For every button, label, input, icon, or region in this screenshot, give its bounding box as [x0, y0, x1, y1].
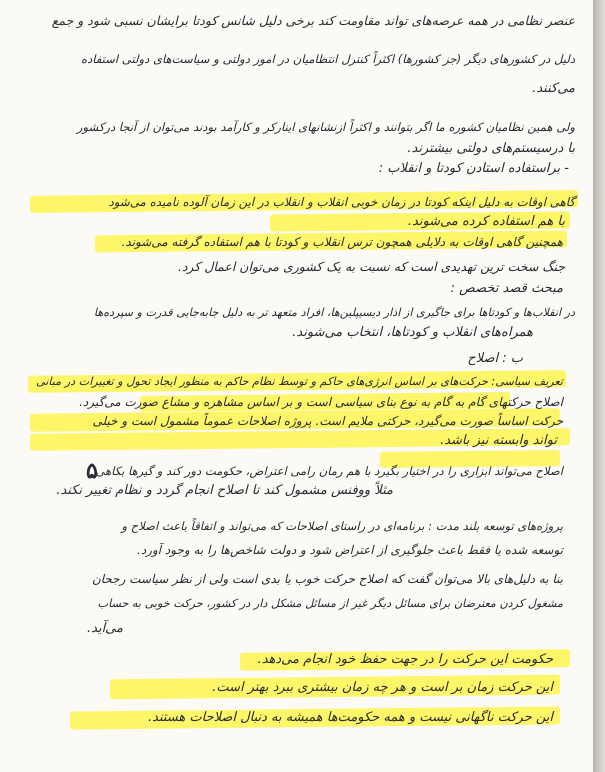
text-line: همچنین گاهی اوقات به دلایلی همچون ترس انقلاب و کودتا با هم استفاده گرفته می‌شوند.: [121, 235, 563, 249]
text-line: مبحث قصد تخصص :: [450, 281, 563, 296]
text-line: می‌کنند.: [532, 81, 575, 96]
page-edge: [593, 0, 605, 772]
text-line: این حرکت ناگهانی نیست و همه حکومت‌ها همیشه به دنبال اصلاحات هستند.: [148, 710, 553, 725]
text-line: ب : اصلاح: [467, 351, 523, 366]
text-line: همراه‌های انقلاب و کودتاها، انتخاب می‌شوند.: [292, 325, 533, 340]
text-line: حرکت اساساً صورت می‌گیرد، حرکتی ملایم است. پروژه اصلاحات عموماً مشمول است و خیلی: [92, 414, 563, 428]
text-line: گاهی اوقات به دلیل اینکه کودتا در زمان خوبی انقلاب و انقلاب در این زمان آلوده نامیده می‌شود: [108, 195, 575, 209]
text-line: توسعه شده یا فقط باعث جلوگیری از اعتراض شود و دولت شاخص‌ها را به وجود آورد.: [137, 543, 563, 557]
text-line: عنصر نظامی در همه عرصه‌های تواند مقاومت کند برخی دلیل شانس کودتا برایشان نسبی شود و جمع: [51, 13, 575, 28]
text-line: حکومت این حرکت را در جهت حفظ خود انجام می‌دهد.: [257, 652, 553, 667]
text-line: اصلاح حرکتهای گام به گام به نوع بنای سیاسی است و بر اساس مشاهره و مشاع صورت می‌گیرد.: [79, 395, 563, 409]
text-line: با درسیستم‌های دولتی بیشترند.: [407, 141, 575, 156]
text-line: این حرکت زمان بر است و هر چه زمان بیشتری ببرد بهتر است.: [212, 680, 553, 695]
text-line: پروژه‌های توسعه بلند مدت : برنامه‌ای در راستای اصلاحات که می‌تواند و اتفاقاً باعث اصلاح و: [121, 519, 563, 533]
text-line: تعریف سیاسی: حرکت‌های بر اساس انرژی‌های حاکم و توسط نظام حاکم به منظور ایجاد تحول و تغییرات در مبانی: [35, 375, 563, 388]
text-line: دلیل در کشورهای دیگر (جز کشورها) اکثراً کنترل انتظامیان در امور دولتی و سیاست‌های دولتی استفاده: [81, 52, 575, 66]
text-line: مشغول کردن معترضان برای مسائل دیگر غیر از مسائل مشکل دار در کشور، حرکت خوبی به حساب: [97, 597, 563, 610]
text-line: تواند وابسته نیز باشد.: [440, 433, 557, 448]
text-line: در انقلاب‌ها و کودتا‌ها برای جاگیری از اذار دیسیپلین‌ها، افراد متعهد تر به دلیل جابه‌جایی قدرت و سپرده‌ها: [93, 306, 575, 319]
margin-mark: ۵: [86, 458, 98, 484]
text-line: اصلاح می‌تواند ابزاری را در اختیار بگیرد با هم رمان رامی اعتراض، حکومت دور کند و گیرها بکاهی: [95, 464, 563, 478]
text-line: جنگ سخت ترین تهدیدی است که نسبت به یک کشوری می‌توان اعمال کرد.: [177, 259, 565, 274]
text-line: مثلاً ووفنس مشمول کند تا اصلاح انجام گردد و نظام تغییر نکند.: [56, 483, 393, 498]
text-line: با هم استفاده کرده می‌شوند.: [407, 214, 565, 229]
text-line: می‌آید.: [87, 621, 123, 636]
text-line: ولی همین نظامیان کشوره ما اگر بتوانند و اکثراً ازنشانهای اینارکر و کارآمد بودند می‌توان از آنجا درکشور: [76, 120, 575, 134]
text-line: - براستفاده استادن کودتا و انقلاب :: [378, 161, 569, 176]
text-line: بنا به دلیل‌های بالا می‌توان گفت که اصلاح حرکت خوب یا بدی است ولی از نظر سیاست رجحان: [91, 572, 563, 586]
